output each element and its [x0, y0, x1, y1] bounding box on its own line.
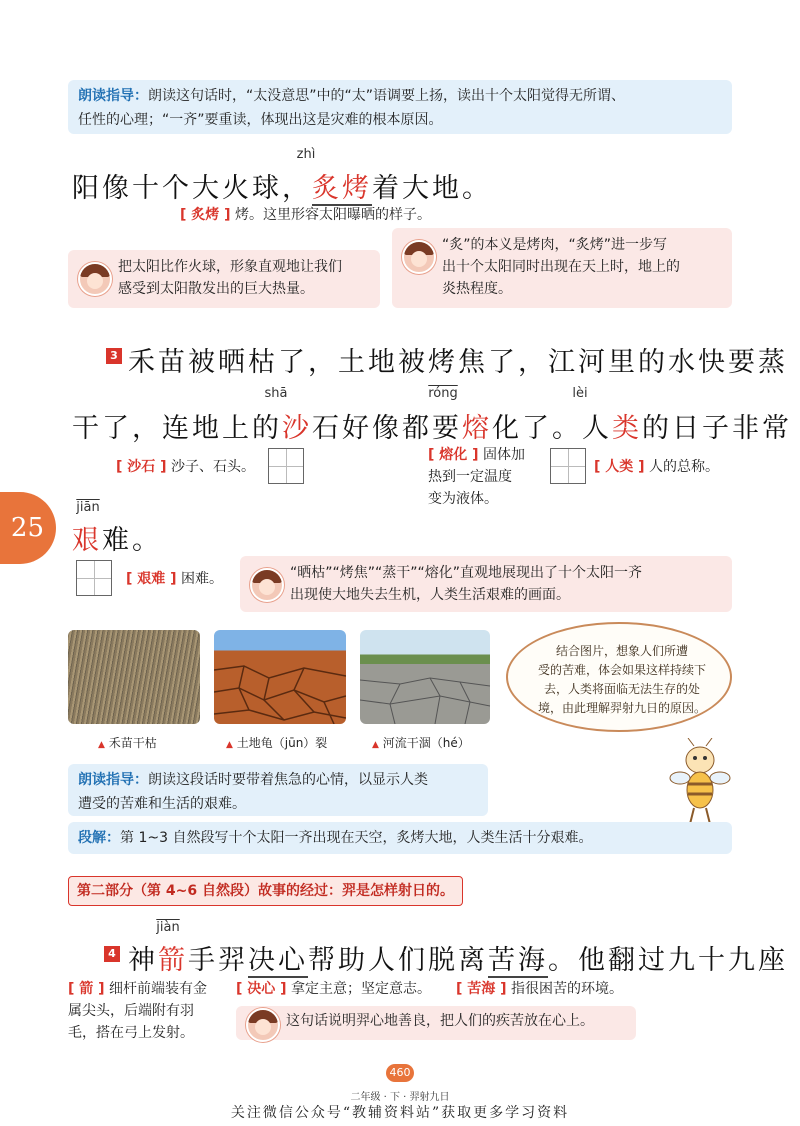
summary-label: 段解： — [78, 830, 120, 846]
cracks-illustration — [214, 630, 346, 724]
guide-label: 朗读指导： — [78, 772, 148, 788]
key-word-juexin: 决心 — [248, 945, 308, 976]
text-segment: 神 — [128, 945, 158, 976]
tip-box-kindness — [236, 1006, 636, 1040]
key-word-zhikao: 炙烤 — [312, 173, 372, 204]
text-line-para3-1: 禾苗被晒枯了，土地被烤焦了，江河里的水快要蒸 — [128, 347, 788, 378]
tip-line2: 感受到太阳散发出的巨大热量。 — [118, 281, 314, 297]
teacher-avatar-icon — [402, 240, 436, 274]
word-definition: 毛，搭在弓上发射。 — [68, 1025, 194, 1041]
word-definition: 人的总称。 — [649, 459, 719, 475]
word-tag: [ 艰难 ] — [126, 571, 177, 587]
word-tag: [ 熔化 ] — [428, 447, 479, 463]
word-note-jiannan — [126, 568, 223, 590]
teacher-avatar-icon — [246, 1008, 280, 1042]
pinyin-jian: jiān — [76, 500, 100, 515]
pinyin-zhi: zhì — [296, 147, 316, 162]
riverbed-cracks-illustration — [360, 630, 490, 724]
pinyin-sha: shā — [264, 386, 288, 401]
text-segment: 化了。人 — [492, 413, 612, 444]
caption-text: 土地龟（jūn）裂 — [236, 736, 328, 750]
word-tag: [ 沙石 ] — [116, 459, 167, 475]
part-two-header: 第二部分（第 4~6 自然段）故事的经过：羿是怎样射日的。 — [68, 876, 463, 906]
bubble-text — [522, 642, 722, 718]
tip-line2: 出十个太阳同时出现在天上时，地上的 — [442, 259, 680, 275]
word-note-ronghua — [428, 444, 548, 510]
text-line-jiannan — [72, 518, 162, 557]
paragraph-summary — [68, 822, 732, 854]
text-segment: 。他翻过九十九座 — [548, 945, 788, 976]
page-number: 460 — [386, 1064, 414, 1082]
word-definition: 拿定主意；坚定意志。 — [291, 981, 431, 997]
tip-line1: “炙”的本义是烤肉，“炙烤”进一步写 — [442, 237, 668, 253]
photo-cracked-earth — [214, 630, 346, 724]
writing-grid-jian — [76, 560, 112, 596]
word-tag: [ 箭 ] — [68, 981, 105, 997]
text-segment: 的日子非常 — [642, 413, 792, 444]
word-note-jian — [68, 978, 228, 1044]
tip-line1: 把太阳比作火球，形象直观地让我们 — [118, 259, 342, 275]
text-line-para4 — [128, 938, 788, 977]
paragraph-number-4: 4 — [104, 946, 120, 962]
word-definition: 固体加 — [483, 447, 525, 463]
text-segment: 难。 — [102, 525, 162, 556]
caption-text: 河流干涸（hé） — [382, 736, 470, 750]
word-definition: 变为液体。 — [428, 491, 498, 507]
word-tag: [ 炙烤 ] — [180, 207, 231, 223]
bubble-line: 境，由此理解羿射九日的原因。 — [537, 701, 706, 715]
word-note-shashi — [116, 456, 255, 478]
writing-grid-rong — [550, 448, 586, 484]
word-tag: [ 决心 ] — [236, 981, 287, 997]
word-definition: 沙子、石头。 — [171, 459, 255, 475]
word-note-renlei — [594, 456, 719, 478]
text-line-para3-2 — [72, 406, 792, 445]
writing-grid-sha — [268, 448, 304, 484]
guide-text-line2: 任性的心理；“一齐”要重读，体现出这是灾难的根本原因。 — [78, 112, 443, 128]
tip-line3: 炎热程度。 — [442, 281, 512, 297]
reading-guide-1 — [68, 80, 732, 134]
guide-text-line1: 朗读这句话时，“太没意思”中的“太”语调要上扬，读出十个太阳觉得无所谓、 — [148, 88, 626, 104]
triangle-icon: ▲ — [372, 740, 379, 750]
photo-dry-river — [360, 630, 490, 724]
word-definition: 细杆前端装有金 — [109, 981, 207, 997]
bubble-line: 受的苦难，体会如果这样持续下 — [537, 663, 706, 677]
caption-1 — [98, 734, 157, 751]
reading-guide-2 — [68, 764, 488, 816]
word-note-juexin — [236, 978, 431, 1000]
word-tag: [ 苦海 ] — [456, 981, 507, 997]
footer-banner: 关注微信公众号“教辅资料站”获取更多学习资料 — [230, 1105, 570, 1121]
word-definition: 指很困苦的环境。 — [511, 981, 623, 997]
word-tag: [ 人类 ] — [594, 459, 645, 475]
text-segment: 帮助人们脱离 — [308, 945, 488, 976]
word-definition: 烤。这里形容太阳曝晒的样子。 — [235, 207, 431, 223]
text-segment: 干了，连地上的 — [72, 413, 282, 444]
text-line-sun-fireball — [72, 166, 492, 205]
tip-line2: 出现使大地失去生机，人类生活艰难的画面。 — [290, 587, 570, 603]
caption-text: 禾苗干枯 — [108, 736, 157, 750]
bubble-line: 结合图片，想象人们所遭 — [555, 644, 688, 658]
word-definition: 属尖头，后端附有羽 — [68, 1003, 194, 1019]
caption-3 — [372, 734, 470, 751]
word-note-zhikao — [180, 204, 431, 226]
summary-text: 第 1~3 自然段写十个太阳一齐出现在天空，炙烤大地，人类生活十分艰难。 — [120, 830, 593, 846]
triangle-icon: ▲ — [98, 740, 105, 750]
tip-line1: “晒枯”“烤焦”“蒸干”“熔化”直观地展现出了十个太阳一齐 — [290, 565, 643, 581]
pinyin-jian2: jiàn — [156, 920, 180, 935]
teacher-avatar-icon — [78, 262, 112, 296]
tip-box-imagery — [240, 556, 732, 612]
word-definition: 热到一定温度 — [428, 469, 512, 485]
tip-box-zhi — [392, 228, 732, 308]
paragraph-number-3: 3 — [106, 348, 122, 364]
guide-text-line1: 朗读这段话时要带着焦急的心情，以显示人类 — [148, 772, 428, 788]
tip-text: 这句话说明羿心地善良，把人们的疾苦放在心上。 — [286, 1013, 594, 1029]
pinyin-rong: róng — [428, 386, 458, 401]
bee-mascot-icon — [660, 738, 740, 828]
bubble-line: 去，人类将面临无法生存的处 — [543, 682, 700, 696]
pinyin-lei: lèi — [572, 386, 588, 401]
word-note-kuhai — [456, 978, 623, 1000]
word-definition: 困难。 — [181, 571, 223, 587]
key-char-jian: 箭 — [158, 945, 188, 976]
photo-dry-seedlings — [68, 630, 200, 724]
text-segment: 着大地。 — [372, 173, 492, 204]
caption-2 — [226, 734, 327, 751]
guide-label: 朗读指导： — [78, 88, 148, 104]
guide-text-line2: 遭受的苦难和生活的艰难。 — [78, 796, 246, 812]
text-segment: 石好像都要 — [312, 413, 462, 444]
text-segment: 阳像十个大火球， — [72, 173, 312, 204]
text-segment: 手羿 — [188, 945, 248, 976]
teacher-avatar-icon — [250, 568, 284, 602]
key-char-jian: 艰 — [72, 525, 102, 556]
lesson-number-badge: 25 — [0, 492, 56, 564]
triangle-icon: ▲ — [226, 740, 233, 750]
key-char-rong: 熔 — [462, 413, 492, 444]
key-char-lei: 类 — [612, 413, 642, 444]
footer-subtitle: 二年级 · 下 · 羿射九日 — [350, 1092, 450, 1103]
key-char-sha: 沙 — [282, 413, 312, 444]
tip-box-fireball — [68, 250, 380, 308]
key-word-kuhai: 苦海 — [488, 945, 548, 976]
